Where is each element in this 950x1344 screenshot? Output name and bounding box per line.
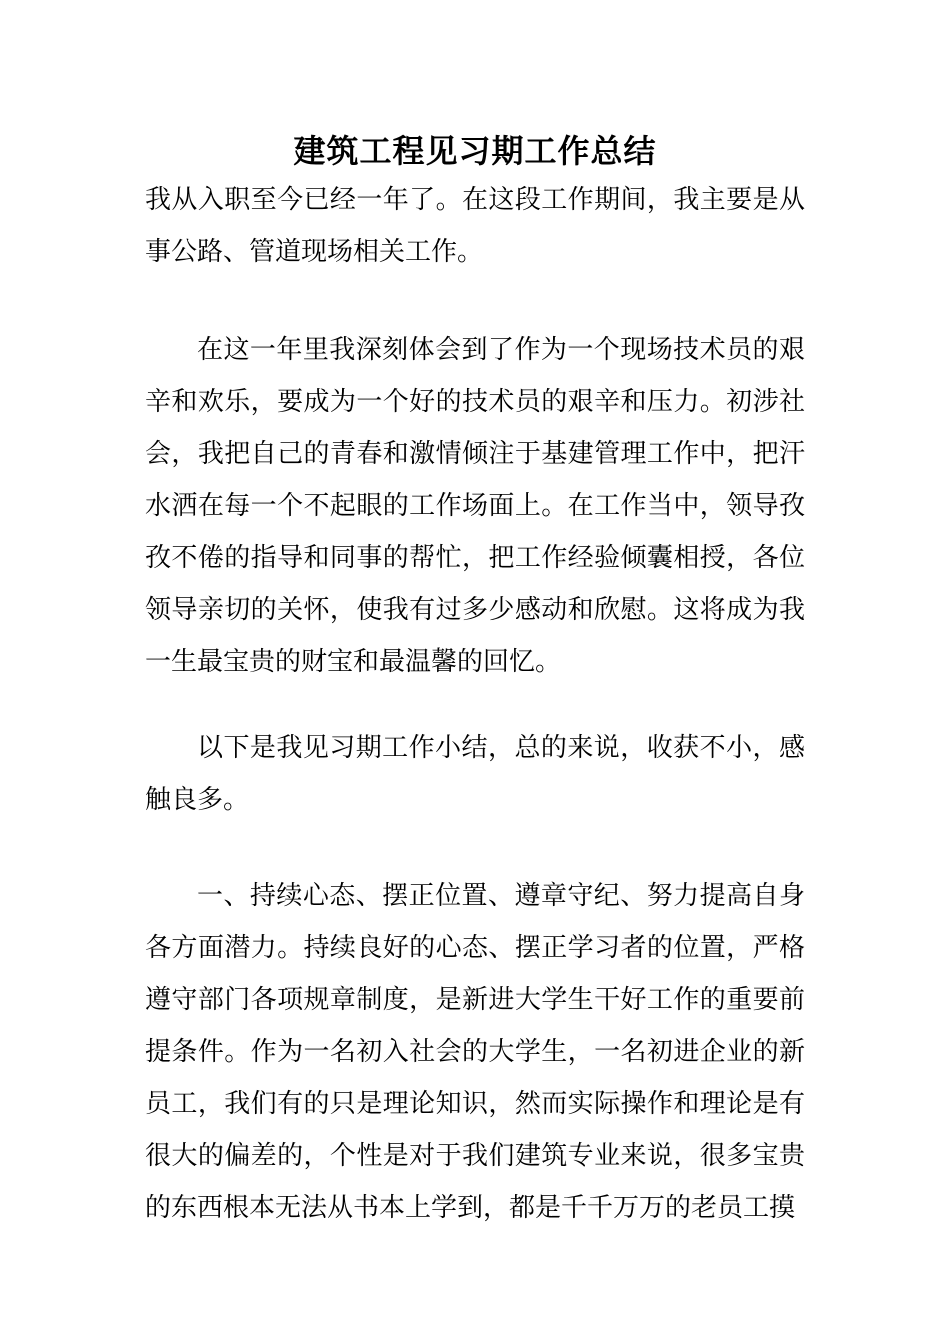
- paragraph-section-one: 一、持续心态、摆正位置、遵章守纪、努力提高自身各方面潜力。持续良好的心态、摆正学习者的位置，严格遵守部门各项规章制度，是新进大学生干好工作的重要前提条件。作为一名初入社会的大学生，一名初进企业的新员工，我们有的只是理论知识，然而实际操作和理论是有很大的偏差的，个性是对于我们建筑专业来说，很多宝贵的东西根本无法从书本上学到，都是千千万万的老员工摸: [145, 881, 805, 1223]
- paragraph-reflection: 在这一年里我深刻体会到了作为一个现场技术员的艰辛和欢乐，要成为一个好的技术员的艰辛和压力。初涉社会，我把自己的青春和激情倾注于基建管理工作中，把汗水洒在每一个不起眼的工作场面上。在工作当中，领导孜孜不倦的指导和同事的帮忙，把工作经验倾囊相授，各位领导亲切的关怀，使我有过多少感动和欣慰。这将成为我一生最宝贵的财宝和最温馨的回忆。: [145, 335, 805, 677]
- paragraph-summary-intro: 以下是我见习期工作小结，总的来说，收获不小，感触良多。: [145, 733, 805, 815]
- paragraph-intro: 我从入职至今已经一年了。在这段工作期间，我主要是从事公路、管道现场相关工作。: [145, 185, 805, 267]
- document-title: 建筑工程见习期工作总结: [293, 132, 657, 170]
